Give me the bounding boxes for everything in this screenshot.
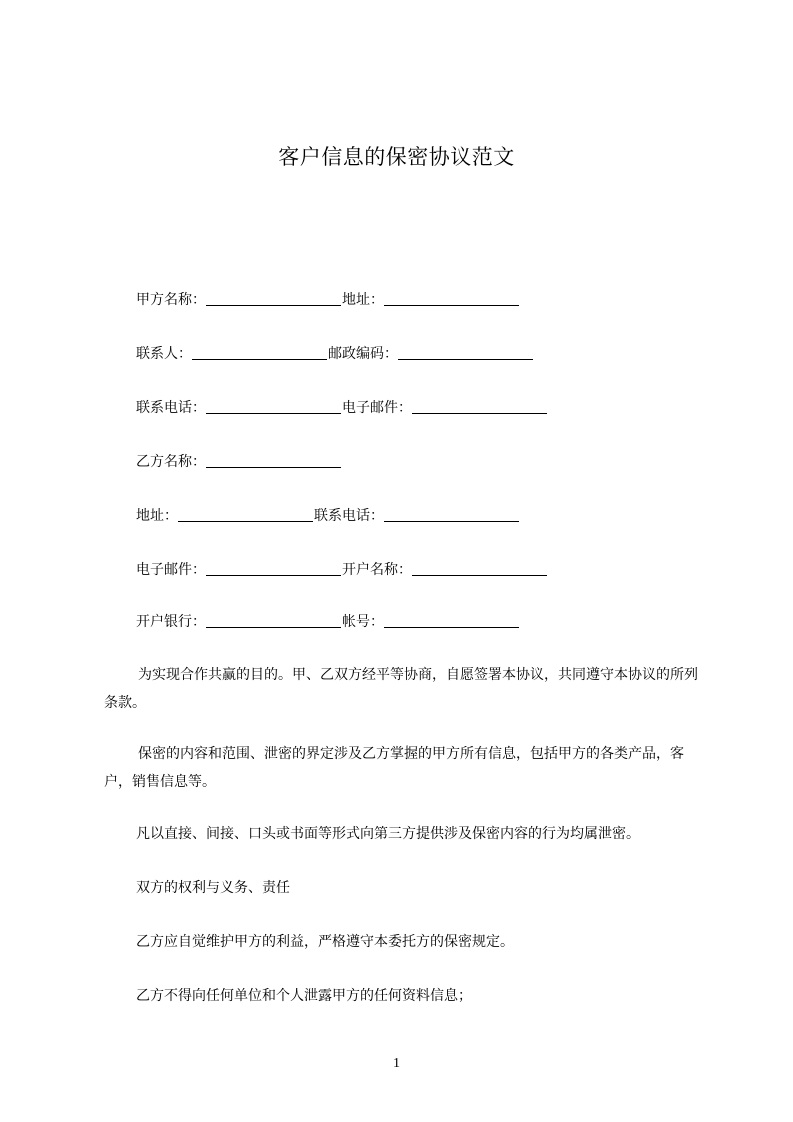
page-number: 1 <box>393 1056 400 1071</box>
phone-label: 联系电话： <box>136 400 206 416</box>
phone-blank[interactable] <box>206 399 341 414</box>
contact-person-label: 联系人： <box>136 346 192 362</box>
postal-code-blank[interactable] <box>398 345 533 360</box>
b-email-blank[interactable] <box>206 561 341 576</box>
email-label: 电子邮件： <box>342 400 412 416</box>
party-a-name-blank[interactable] <box>206 291 341 306</box>
document-title: 客户信息的保密协议范文 <box>278 145 515 169</box>
address-blank[interactable] <box>384 291 519 306</box>
field-row-party-a <box>136 290 520 310</box>
b-address-blank[interactable] <box>178 507 313 522</box>
field-row-b-address-phone <box>136 506 520 526</box>
rights-heading: 双方的权利与义务、责任 <box>136 880 290 896</box>
b-phone-label: 联系电话： <box>314 508 384 524</box>
bank-label: 开户银行： <box>136 614 206 630</box>
field-row-bank <box>136 612 520 632</box>
b-email-label: 电子邮件： <box>136 562 206 578</box>
scope-paragraph: 保密的内容和范围、泄密的界定涉及乙方掌握的甲方所有信息，包括甲方的各类产品，客户，销售信息等。 <box>104 746 684 790</box>
intro-paragraph: 为实现合作共赢的目的。甲、乙双方经平等协商，自愿签署本协议，共同遵守本协议的所列条款。 <box>104 667 698 711</box>
account-number-blank[interactable] <box>384 613 519 628</box>
address-label: 地址： <box>342 292 384 308</box>
email-blank[interactable] <box>412 399 547 414</box>
field-row-contact <box>136 344 534 364</box>
account-number-label: 帐号： <box>342 614 384 630</box>
field-row-b-email-account <box>136 560 548 580</box>
account-name-label: 开户名称： <box>342 562 412 578</box>
party-a-name-label: 甲方名称： <box>136 292 206 308</box>
leak-definition-paragraph: 凡以直接、间接、口头或书面等形式向第三方提供涉及保密内容的行为均属泄密。 <box>136 826 640 842</box>
b-phone-blank[interactable] <box>384 507 519 522</box>
field-row-party-b <box>136 452 342 472</box>
obligation-paragraph-1: 乙方应自觉维护甲方的利益，严格遵守本委托方的保密规定。 <box>136 934 514 950</box>
obligation-paragraph-2: 乙方不得向任何单位和个人泄露甲方的任何资料信息； <box>136 988 472 1004</box>
account-name-blank[interactable] <box>412 561 547 576</box>
b-address-label: 地址： <box>136 508 178 524</box>
party-b-name-blank[interactable] <box>206 453 341 468</box>
party-b-name-label: 乙方名称： <box>136 454 206 470</box>
contact-person-blank[interactable] <box>192 345 327 360</box>
bank-blank[interactable] <box>206 613 341 628</box>
postal-code-label: 邮政编码： <box>328 346 398 362</box>
field-row-phone-email <box>136 398 548 418</box>
